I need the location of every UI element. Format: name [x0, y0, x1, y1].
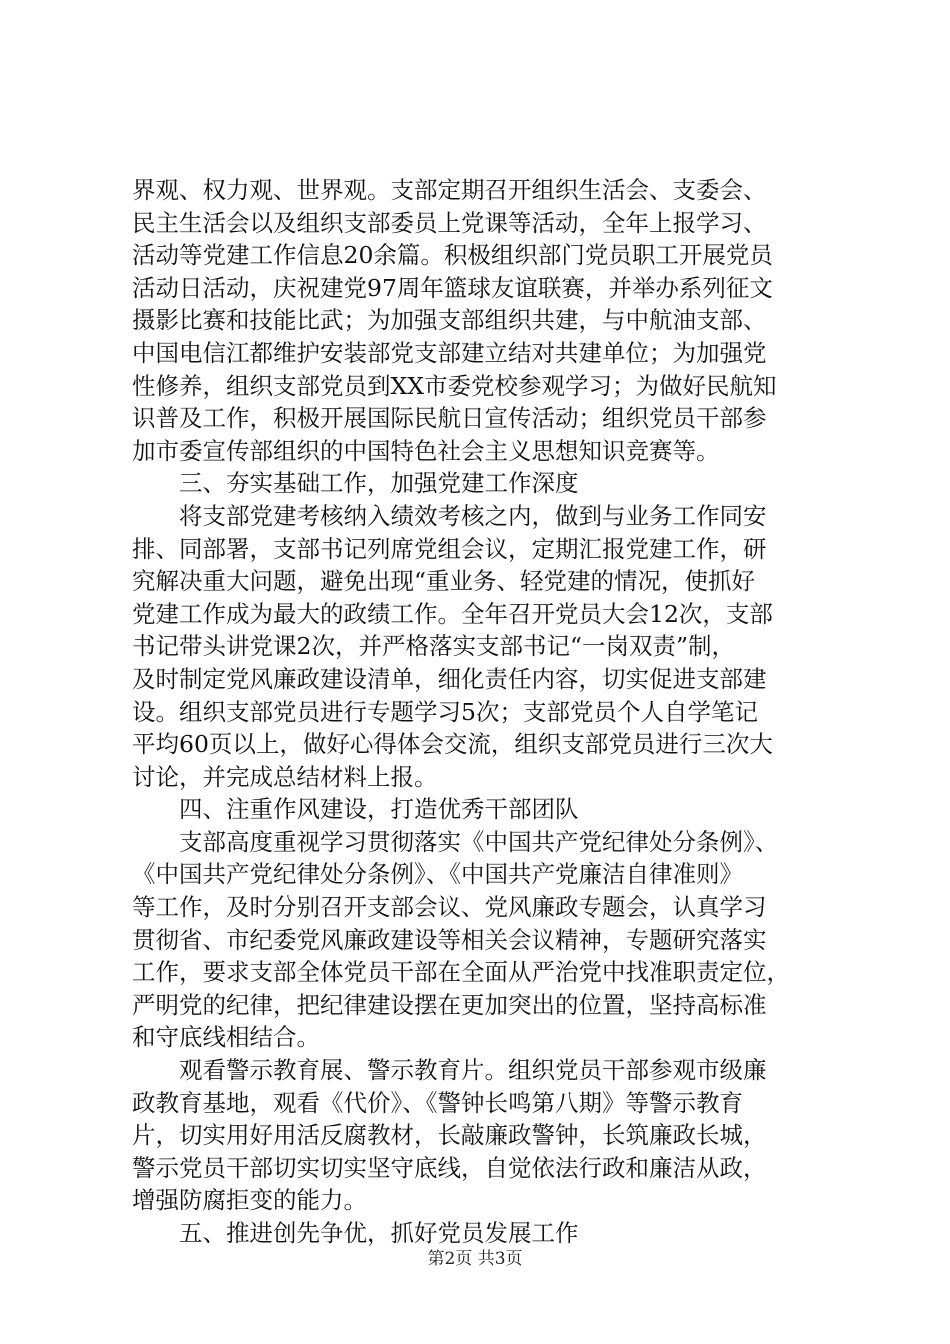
text-line: 警示党员干部切实切实坚守底线，自觉依法行政和廉洁从政， [132, 1153, 767, 1182]
text-line: 设。组织支部党员进行专题学习5次；支部党员个人自学笔记 [132, 697, 758, 726]
text-line: 和守底线相结合。 [132, 1023, 320, 1052]
page-footer: 第2页 共3页 [427, 1249, 523, 1269]
text-line: 排、同部署，支部书记列席党组会议，定期汇报党建工作，研 [132, 534, 767, 563]
text-line: 平均60页以上，做好心得体会交流，组织支部党员进行三次大 [132, 730, 773, 759]
text-line: 党建工作成为最大的政绩工作。全年召开党员大会12次，支部 [132, 599, 773, 628]
text-line: 摄影比赛和技能比武；为加强支部组织共建，与中航油支部、 [132, 306, 767, 335]
text-line: 书记带头讲党课2次，并严格落实支部书记“一岗双责”制， [132, 632, 735, 661]
text-line: 将支部党建考核纳入绩效考核之内，做到与业务工作同安 [179, 501, 767, 530]
text-line: 《中国共产党纪律处分条例》、《中国共产党廉洁自律准则》 [132, 860, 743, 889]
text-line: 贯彻省、市纪委党风廉政建设等相关会议精神，专题研究落实 [132, 925, 767, 954]
text-line: 观看警示教育展、警示教育片。组织党员干部参观市级廉 [179, 1056, 767, 1085]
text-line: 加市委宣传部组织的中国特色社会主义思想知识竞赛等。 [132, 436, 720, 465]
text-line: 严明党的纪律，把纪律建设摆在更加突出的位置，坚持高标准 [132, 990, 767, 1019]
section-heading: 五、推进创先争优，抓好党员发展工作 [179, 1219, 579, 1247]
text-line: 究解决重大问题，避免出现“重业务、轻党建的情况，使抓好 [132, 567, 756, 596]
text-line: 政教育基地，观看《代价》、《警钟长鸣第八期》等警示教育 [132, 1088, 743, 1117]
text-line: 增强防腐拒变的能力。 [132, 1186, 367, 1215]
section-heading: 四、注重作风建设，打造优秀干部团队 [179, 795, 579, 824]
text-line: 活动等党建工作信息20余篇。积极组织部门党员职工开展党员 [132, 241, 773, 270]
text-line: 识普及工作，积极开展国际民航日宣传活动；组织党员干部参 [132, 404, 767, 433]
text-line: 片，切实用好用活反腐教材，长敲廉政警钟，长筑廉政长城， [132, 1121, 767, 1150]
text-line: 讨论，并完成总结材料上报。 [132, 762, 438, 791]
text-line: 中国电信江都维护安装部党支部建立结对共建单位；为加强党 [132, 338, 767, 367]
text-line: 活动日活动，庆祝建党97周年篮球友谊联赛，并举办系列征文 [132, 273, 773, 302]
text-line: 等工作，及时分别召开支部会议、党风廉政专题会，认真学习 [132, 893, 767, 922]
section-heading: 三、夯实基础工作，加强党建工作深度 [179, 469, 579, 498]
document-body [132, 174, 832, 1250]
text-line: 及时制定党风廉政建设清单，细化责任内容，切实促进支部建 [132, 664, 767, 693]
text-line: 性修养，组织支部党员到XX市委党校参观学习；为做好民航知 [132, 371, 777, 400]
text-line: 民主生活会以及组织支部委员上党课等活动，全年上报学习、 [132, 208, 767, 237]
text-line: 支部高度重视学习贯彻落实《中国共产党纪律处分条例》、 [179, 827, 779, 856]
text-line: 界观、权力观、世界观。支部定期召开组织生活会、支委会、 [132, 176, 767, 204]
text-line: 工作，要求支部全体党员干部在全面从严治党中找准职责定位， [132, 958, 790, 987]
